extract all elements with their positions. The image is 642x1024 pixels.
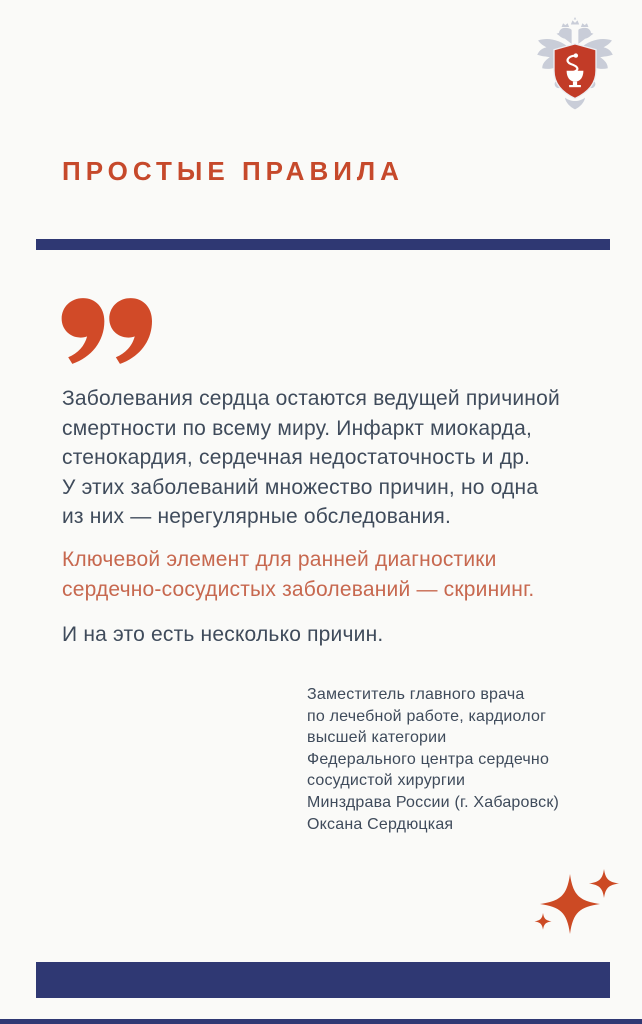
text-line: У этих заболеваний множество причин, но одна (62, 475, 539, 499)
attribution-line: Заместитель главного врача (307, 686, 525, 703)
text-line: Заболевания сердца остаются ведущей причиной (62, 387, 560, 410)
attribution-line: сосудистой хирургии (307, 772, 466, 790)
text-line: стенокардия, сердечная недостаточность и др. (62, 446, 531, 469)
closing-line: И на это есть несколько причин. (62, 623, 384, 646)
sparkle-stars-icon (516, 862, 626, 950)
ministry-of-health-emblem-icon (533, 16, 617, 112)
highlight-paragraph (62, 545, 534, 604)
quote-mark-icon (60, 298, 152, 364)
divider-bar-top (36, 239, 610, 250)
text-line: сердечно-сосудистых заболеваний — скрининг. (62, 577, 535, 601)
attribution-block (307, 684, 559, 835)
attribution-line: высшей категории (307, 729, 447, 747)
text-line: Ключевой элемент для ранней диагностики (62, 548, 497, 571)
attribution-line: Минздрава России (г. Хабаровск) (307, 793, 560, 811)
divider-bar-bottom (36, 962, 610, 998)
page-title: ПРОСТЫЕ ПРАВИЛА (62, 156, 404, 186)
text-line: смертности по всему миру. Инфаркт миокарда, (62, 416, 533, 440)
bottom-edge-strip (0, 1019, 642, 1024)
attribution-line: по лечебной работе, кардиолог (307, 707, 547, 725)
intro-paragraph (62, 384, 560, 532)
attribution-line: Федерального центра сердечно (307, 750, 550, 768)
text-line: из них — нерегулярные обследования. (62, 505, 452, 528)
attribution-line: Оксана Сердюцкая (307, 815, 454, 833)
